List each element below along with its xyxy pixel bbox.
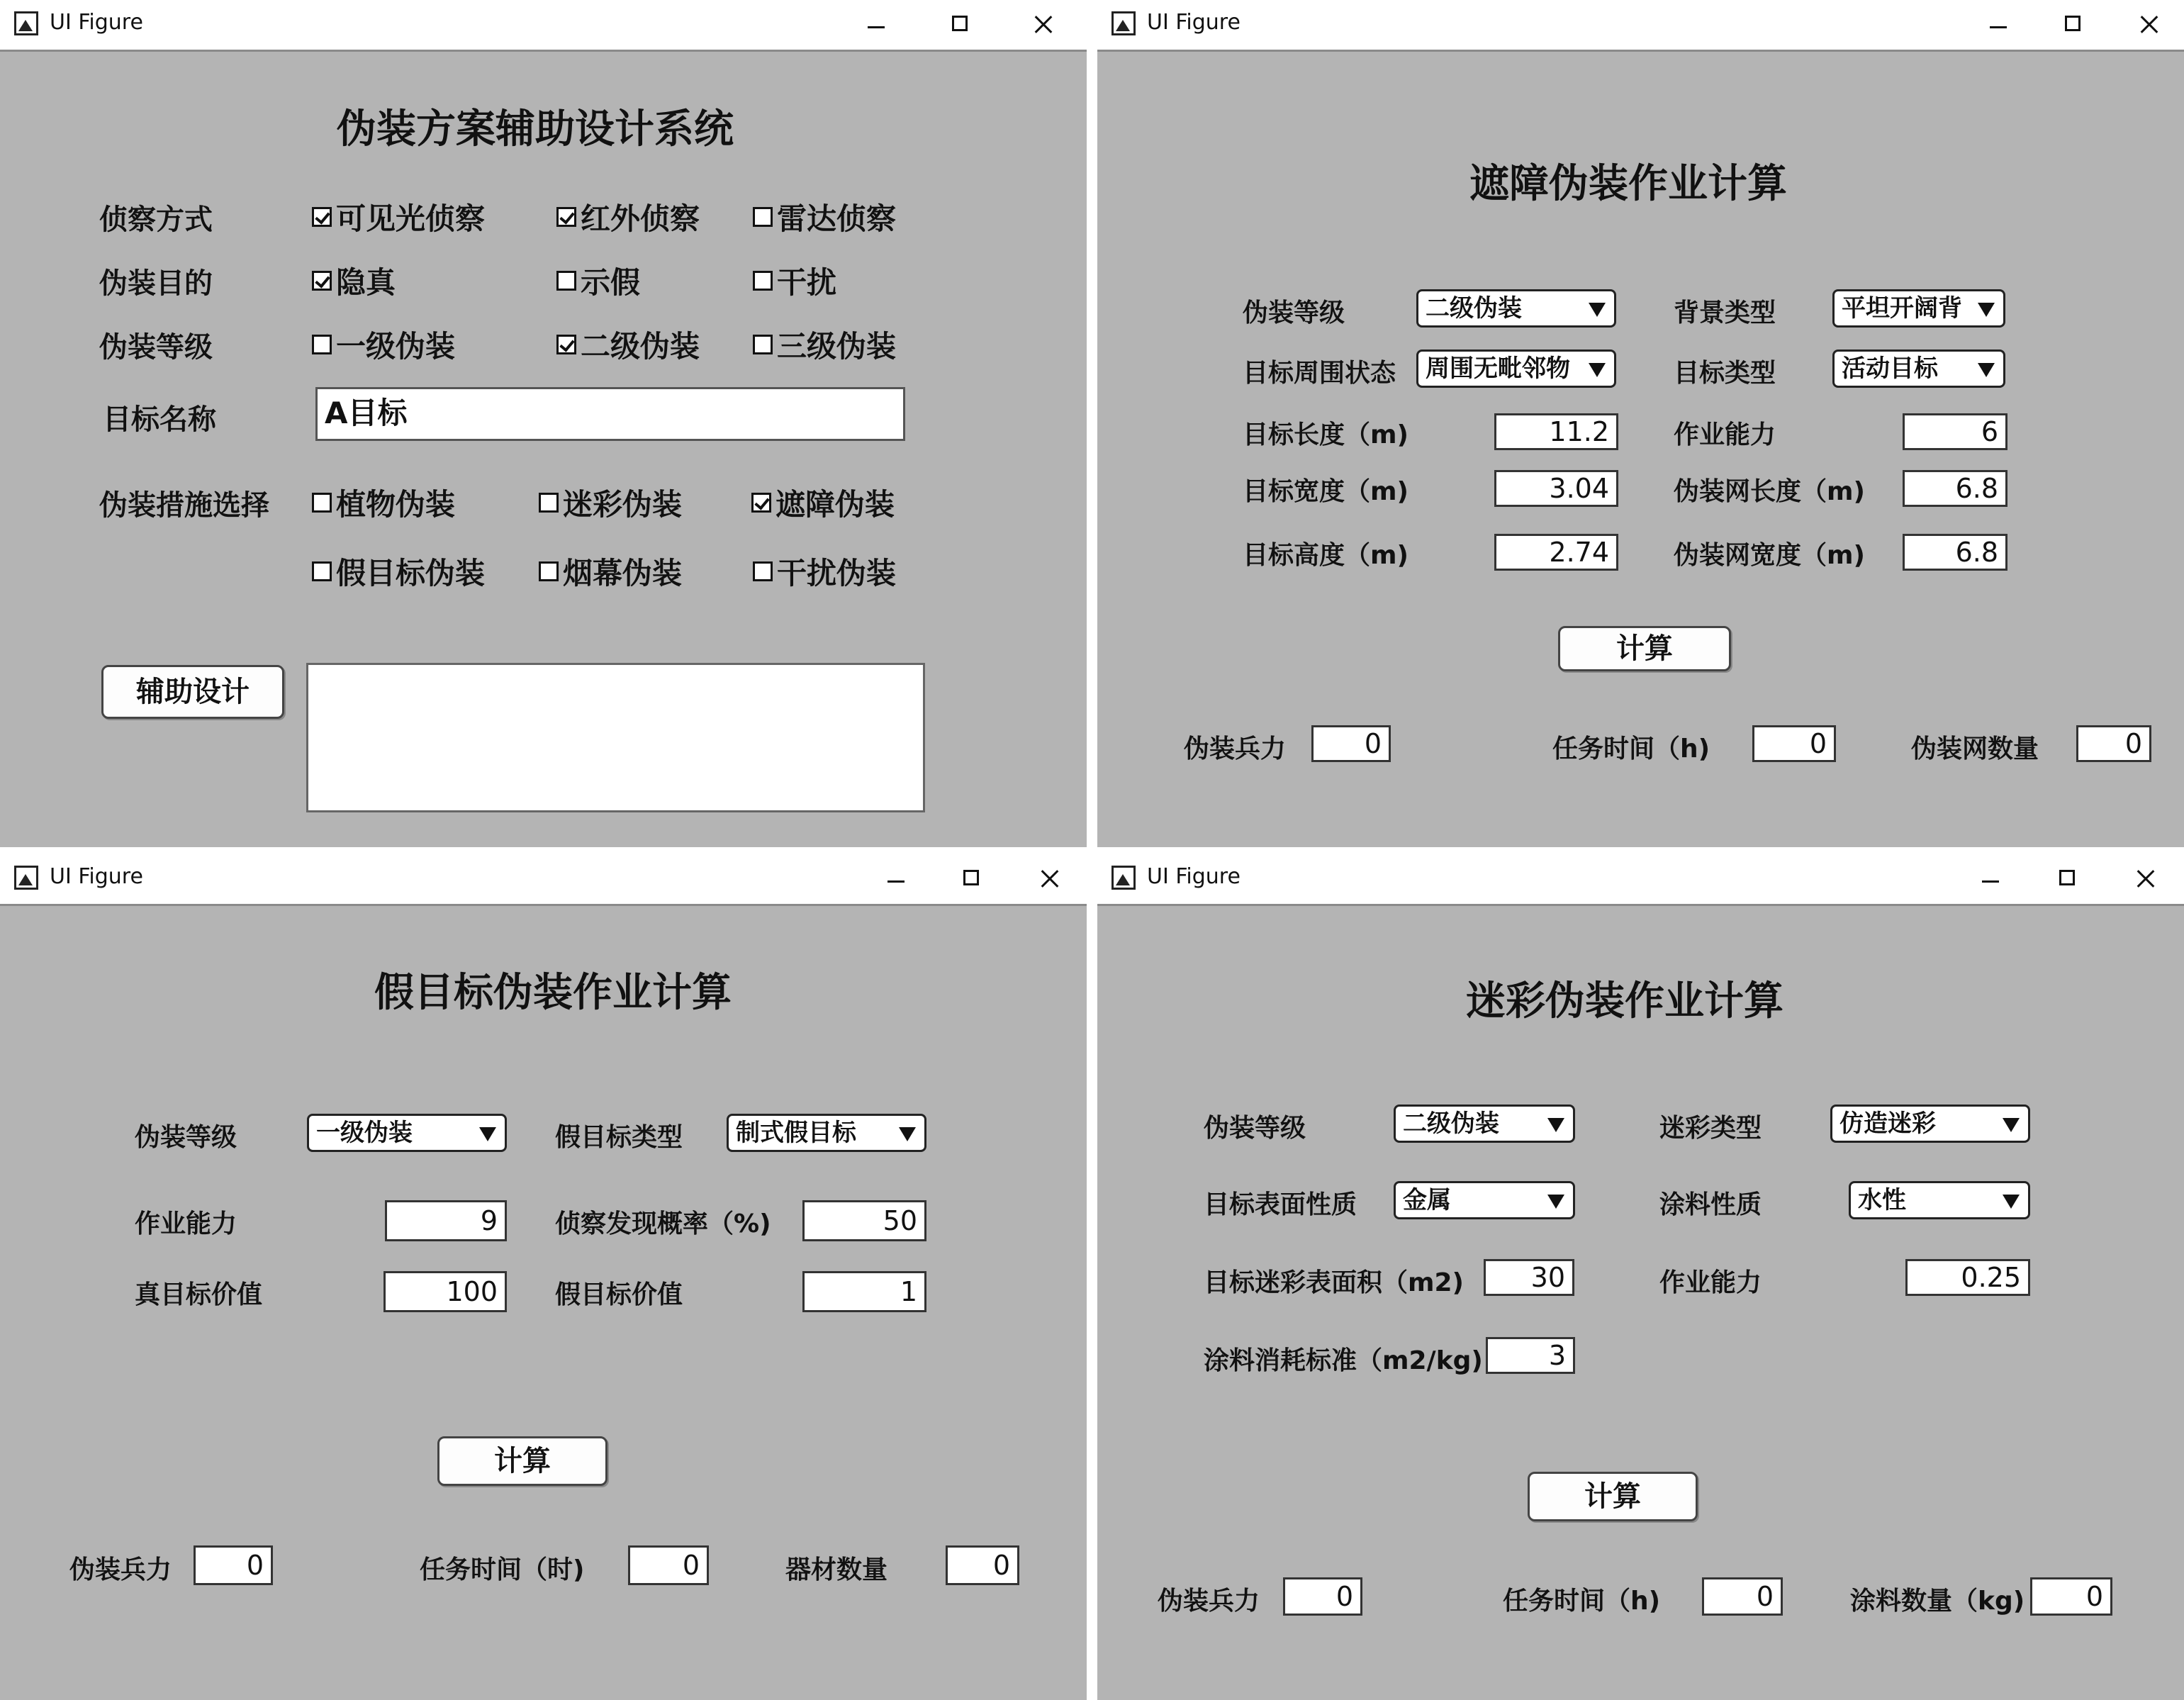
- surround-state-dropdown[interactable]: 周围无毗邻物: [1416, 349, 1616, 388]
- checkbox-box[interactable]: [312, 271, 332, 291]
- chevron-down-icon: [479, 1127, 496, 1141]
- net-count-output: 0: [2076, 725, 2151, 762]
- level-label: 伪装等级: [1204, 1114, 1306, 1143]
- checkbox-box[interactable]: [751, 493, 771, 513]
- checkbox-box[interactable]: [556, 271, 576, 291]
- real-target-value-input[interactable]: 100: [383, 1271, 507, 1312]
- checkbox-box[interactable]: [556, 207, 576, 227]
- close-icon[interactable]: [2126, 859, 2166, 898]
- window-design-system: [0, 0, 1087, 847]
- checkbox-box[interactable]: [753, 335, 773, 354]
- checkbox-level-3[interactable]: 三级伪装: [753, 323, 896, 366]
- task-time-label: 任务时间（h): [1552, 734, 1710, 764]
- window-content: [1097, 906, 2184, 1700]
- decoy-value-label: 假目标价值: [555, 1280, 683, 1309]
- equipment-count-label: 器材数量: [785, 1555, 888, 1584]
- matlab-figure-icon: [14, 866, 38, 890]
- paint-consumption-label: 涂料消耗标准（m2/kg): [1204, 1346, 1483, 1375]
- work-capacity-input[interactable]: 9: [385, 1200, 507, 1241]
- paint-amount-label: 涂料数量（kg): [1850, 1587, 2025, 1616]
- paint-consumption-input[interactable]: 3: [1486, 1337, 1575, 1374]
- page-title: 假目标伪装作业计算: [374, 970, 732, 1016]
- checkbox-radar-recon[interactable]: 雷达侦察: [753, 196, 896, 238]
- net-width-label: 伪装网宽度（m): [1674, 541, 1865, 570]
- page-title: 遮障伪装作业计算: [1469, 161, 1787, 207]
- recon-label: 侦察方式: [99, 203, 213, 236]
- calculate-button[interactable]: 计算: [1528, 1472, 1698, 1521]
- decoy-type-dropdown[interactable]: 制式假目标: [727, 1114, 926, 1152]
- measures-label: 伪装措施选择: [99, 489, 269, 522]
- target-width-input[interactable]: 3.04: [1494, 470, 1618, 507]
- checkbox-jamming-camo[interactable]: 干扰伪装: [753, 550, 896, 593]
- task-time-output: 0: [628, 1545, 709, 1585]
- checkbox-box[interactable]: [556, 335, 576, 354]
- chevron-down-icon: [1978, 363, 1995, 377]
- level-label: 伪装等级: [99, 331, 213, 364]
- matlab-figure-icon: [1111, 866, 1136, 890]
- checkbox-decoy-camo[interactable]: 假目标伪装: [312, 550, 485, 593]
- chevron-down-icon: [1589, 363, 1606, 377]
- force-label: 伪装兵力: [1184, 734, 1287, 764]
- task-time-label: 任务时间（h): [1503, 1587, 1661, 1616]
- maximize-icon[interactable]: [2047, 859, 2087, 898]
- chevron-down-icon: [1547, 1195, 1564, 1209]
- window-screen-camo-calc: [1097, 0, 2184, 847]
- window-title: UI Figure: [50, 864, 143, 889]
- work-capacity-input[interactable]: 6: [1903, 413, 2007, 450]
- surround-state-label: 目标周围状态: [1243, 359, 1396, 388]
- chevron-down-icon: [2003, 1195, 2020, 1209]
- work-capacity-input[interactable]: 0.25: [1905, 1259, 2030, 1296]
- window-content: [1097, 52, 2184, 847]
- window-content: [0, 906, 1087, 1700]
- window-title: UI Figure: [1147, 864, 1241, 889]
- level-dropdown[interactable]: 二级伪装: [1416, 289, 1616, 328]
- level-label: 伪装等级: [1243, 298, 1345, 328]
- maximize-icon[interactable]: [940, 4, 980, 44]
- minimize-icon[interactable]: [1971, 859, 2010, 898]
- camo-area-input[interactable]: 30: [1484, 1259, 1574, 1296]
- chevron-down-icon: [1547, 1118, 1564, 1132]
- minimize-icon[interactable]: [876, 859, 916, 898]
- net-width-input[interactable]: 6.8: [1903, 534, 2007, 571]
- work-capacity-label: 作业能力: [1674, 420, 1776, 449]
- target-width-label: 目标宽度（m): [1243, 477, 1409, 506]
- matlab-figure-icon: [14, 11, 38, 35]
- close-icon[interactable]: [2129, 4, 2169, 44]
- checkbox-infrared-recon[interactable]: 红外侦察: [556, 196, 700, 238]
- window-decoy-camo-calc: [0, 854, 1087, 1700]
- work-capacity-label: 作业能力: [1659, 1268, 1762, 1297]
- chevron-down-icon: [1589, 303, 1606, 317]
- close-icon[interactable]: [1024, 4, 1063, 44]
- paint-property-dropdown[interactable]: 水性: [1849, 1181, 2030, 1219]
- close-icon[interactable]: [1030, 859, 1070, 898]
- checkbox-box[interactable]: [312, 561, 332, 581]
- maximize-icon[interactable]: [951, 859, 991, 898]
- window-title: UI Figure: [50, 10, 143, 35]
- checkbox-display-fake[interactable]: 示假: [556, 259, 640, 302]
- camo-type-label: 迷彩类型: [1659, 1114, 1762, 1143]
- checkbox-box[interactable]: [753, 271, 773, 291]
- level-dropdown[interactable]: 一级伪装: [307, 1114, 507, 1152]
- target-height-input[interactable]: 2.74: [1494, 534, 1618, 571]
- net-count-label: 伪装网数量: [1911, 734, 2039, 764]
- surface-property-label: 目标表面性质: [1204, 1190, 1357, 1219]
- target-length-label: 目标长度（m): [1243, 420, 1409, 449]
- checkbox-screen-camo[interactable]: 遮障伪装: [751, 481, 895, 524]
- chevron-down-icon: [2003, 1118, 2020, 1132]
- target-type-dropdown[interactable]: 活动目标: [1832, 349, 2005, 388]
- assist-design-button[interactable]: 辅助设计: [101, 665, 284, 719]
- level-label: 伪装等级: [135, 1123, 237, 1152]
- target-type-label: 目标类型: [1674, 359, 1776, 388]
- equipment-count-output: 0: [946, 1545, 1019, 1585]
- page-title: 迷彩伪装作业计算: [1466, 978, 1783, 1024]
- target-length-input[interactable]: 11.2: [1494, 413, 1618, 450]
- net-length-label: 伪装网长度（m): [1674, 477, 1865, 506]
- window-pattern-camo-calc: [1097, 854, 2184, 1700]
- title-bar[interactable]: [0, 0, 1087, 52]
- task-time-output: 0: [1702, 1577, 1783, 1616]
- checkbox-box[interactable]: [539, 561, 559, 581]
- camo-area-label: 目标迷彩表面积（m2): [1204, 1268, 1465, 1297]
- decoy-type-label: 假目标类型: [555, 1123, 683, 1152]
- window-content: [0, 52, 1087, 847]
- real-target-value-label: 真目标价值: [135, 1280, 263, 1309]
- title-bar[interactable]: [1097, 0, 2184, 52]
- checkbox-interfere[interactable]: 干扰: [753, 259, 836, 302]
- checkbox-box[interactable]: [312, 207, 332, 227]
- target-height-label: 目标高度（m): [1243, 541, 1409, 570]
- matlab-figure-icon: [1111, 11, 1136, 35]
- minimize-icon[interactable]: [1978, 4, 2018, 44]
- background-type-label: 背景类型: [1674, 298, 1776, 328]
- detection-probability-input[interactable]: 50: [802, 1200, 926, 1241]
- decoy-value-input[interactable]: 1: [802, 1271, 926, 1312]
- checkbox-visible-recon[interactable]: 可见光侦察: [312, 196, 485, 238]
- page-title: 伪装方案辅助设计系统: [337, 106, 734, 152]
- task-time-label: 任务时间（时): [420, 1555, 585, 1584]
- checkbox-pattern-camo[interactable]: 迷彩伪装: [539, 481, 682, 524]
- title-bar[interactable]: [1097, 854, 2184, 906]
- design-output-area[interactable]: [306, 663, 925, 812]
- target-name-input[interactable]: A目标: [315, 387, 905, 441]
- title-bar[interactable]: [0, 854, 1087, 906]
- purpose-label: 伪装目的: [99, 267, 213, 300]
- checkbox-box[interactable]: [312, 493, 332, 513]
- surface-property-dropdown[interactable]: 金属: [1394, 1181, 1575, 1219]
- camo-type-dropdown[interactable]: 仿造迷彩: [1830, 1105, 2030, 1143]
- checkbox-conceal[interactable]: 隐真: [312, 259, 396, 302]
- minimize-icon[interactable]: [856, 4, 896, 44]
- task-time-output: 0: [1752, 725, 1836, 762]
- level-dropdown[interactable]: 二级伪装: [1394, 1105, 1575, 1143]
- checkbox-box[interactable]: [312, 335, 332, 354]
- target-name-label: 目标名称: [103, 403, 216, 436]
- work-capacity-label: 作业能力: [135, 1209, 237, 1238]
- chevron-down-icon: [899, 1127, 916, 1141]
- net-length-input[interactable]: 6.8: [1903, 470, 2007, 507]
- checkbox-smoke-camo[interactable]: 烟幕伪装: [539, 550, 682, 593]
- force-output: 0: [194, 1545, 273, 1585]
- window-title: UI Figure: [1147, 10, 1241, 35]
- chevron-down-icon: [1978, 303, 1995, 317]
- paint-property-label: 涂料性质: [1659, 1190, 1762, 1219]
- checkbox-box[interactable]: [753, 561, 773, 581]
- force-output: 0: [1311, 725, 1391, 762]
- checkbox-level-2[interactable]: 二级伪装: [556, 323, 700, 366]
- maximize-icon[interactable]: [2053, 4, 2093, 44]
- background-type-dropdown[interactable]: 平坦开阔背: [1832, 289, 2005, 328]
- checkbox-box[interactable]: [539, 493, 559, 513]
- force-label: 伪装兵力: [69, 1555, 172, 1584]
- detection-probability-label: 侦察发现概率（%): [555, 1209, 771, 1238]
- force-label: 伪装兵力: [1158, 1587, 1260, 1616]
- paint-amount-output: 0: [2030, 1577, 2112, 1616]
- calculate-button[interactable]: 计算: [1558, 626, 1731, 671]
- calculate-button[interactable]: 计算: [437, 1436, 607, 1486]
- checkbox-level-1[interactable]: 一级伪装: [312, 323, 455, 366]
- force-output: 0: [1283, 1577, 1362, 1616]
- checkbox-plant-camo[interactable]: 植物伪装: [312, 481, 455, 524]
- checkbox-box[interactable]: [753, 207, 773, 227]
